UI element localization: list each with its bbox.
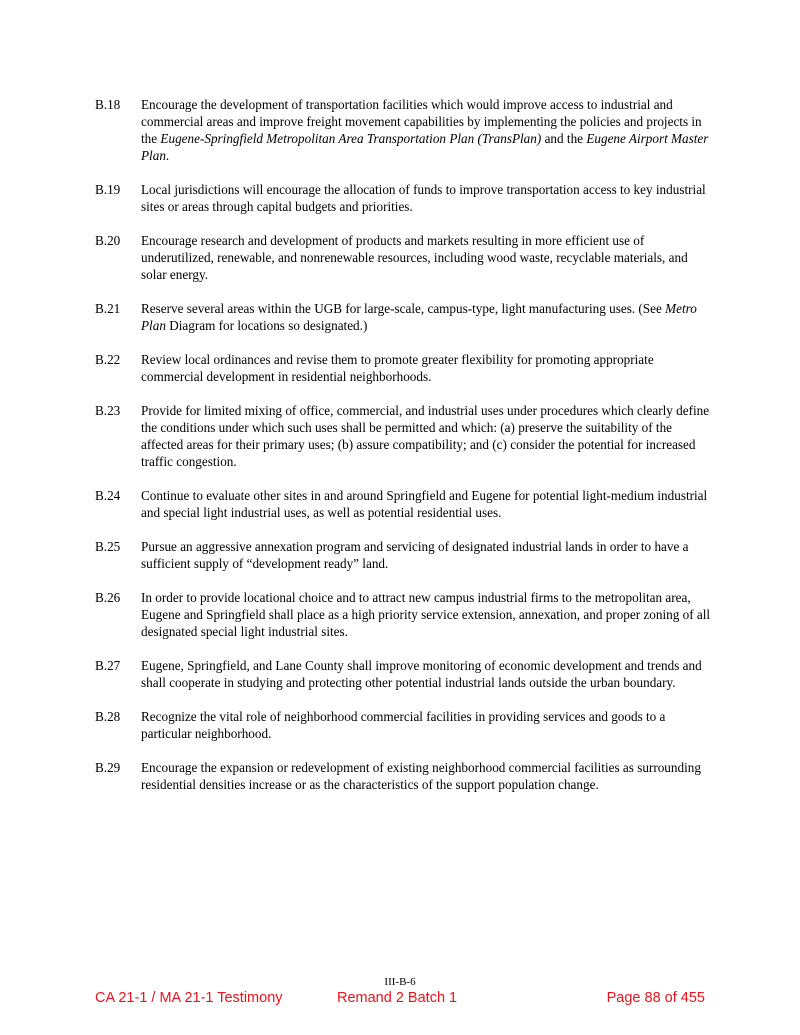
policy-text <box>141 232 715 283</box>
policy-number: B.29 <box>95 760 121 775</box>
policy-number: B.23 <box>95 403 121 418</box>
policy-text-segment: Encourage research and development of products and markets resulting in more efficient use of underutilized, renewable, and nonrenewable resources, including wood waste, recyclable materials, and solar energy. <box>141 233 688 282</box>
policy-item <box>95 402 715 470</box>
policy-text <box>141 402 715 470</box>
policy-item <box>95 708 715 742</box>
policy-item <box>95 232 715 283</box>
footer-left-text: CA 21-1 / MA 21-1 Testimony <box>95 990 283 1006</box>
policy-text <box>141 96 715 164</box>
policy-text <box>141 351 715 385</box>
policy-text-segment: Diagram for locations so designated.) <box>165 318 368 333</box>
policy-text <box>141 181 715 215</box>
policy-item <box>95 181 715 215</box>
policy-item <box>95 589 715 640</box>
policy-text <box>141 300 715 334</box>
policy-number: B.25 <box>95 539 121 554</box>
policy-text-segment: Local jurisdictions will encourage the allocation of funds to improve transportation access to key industrial sites or areas through capital budgets and priorities. <box>141 182 706 214</box>
footer-center-text: Remand 2 Batch 1 <box>337 990 458 1006</box>
page-number: III-B-6 <box>384 976 416 988</box>
policy-text <box>141 708 715 742</box>
policy-number: B.21 <box>95 301 121 316</box>
policy-text <box>141 538 715 572</box>
policy-text <box>141 759 715 793</box>
policy-number: B.20 <box>95 233 121 248</box>
footer-right-text: Page 88 of 455 <box>606 990 705 1006</box>
policy-text-segment: Eugene, Springfield, and Lane County shall improve monitoring of economic development and trends and shall cooperate in studying and protecting other potential industrial lands outside the urban boundary. <box>141 658 702 690</box>
policy-text-italic: Eugene-Springfield Metropolitan Area Transportation Plan (TransPlan) <box>160 131 542 146</box>
policy-text-segment: Encourage the expansion or redevelopment of existing neighborhood commercial facilities as surrounding residential densities increase or as the characteristics of the support population change. <box>141 760 701 792</box>
policy-text <box>141 657 715 691</box>
policy-text-segment: . <box>165 148 170 163</box>
policy-text-segment: Provide for limited mixing of office, commercial, and industrial uses under procedures which clearly define the conditions under which such uses shall be permitted and which: (a) preserve the suitability of the affected areas for their primary uses; (b) assure compatibility; and (c) consider the potential for increased traffic congestion. <box>141 403 710 469</box>
policy-list <box>95 96 715 810</box>
policy-item <box>95 538 715 572</box>
policy-text-segment: Continue to evaluate other sites in and around Springfield and Eugene for potential light-medium industrial and special light industrial uses, as well as potential residential uses. <box>141 488 708 520</box>
policy-text-segment: In order to provide locational choice and to attract new campus industrial firms to the metropolitan area, Eugene and Springfield shall place as a high priority service extension, annexation, and proper zoning of all designated special light industrial sites. <box>141 590 711 639</box>
policy-text <box>141 589 715 640</box>
policy-text-segment: Pursue an aggressive annexation program and servicing of designated industrial lands in order to have a sufficient supply of “development ready” land. <box>141 539 689 571</box>
policy-number: B.28 <box>95 709 121 724</box>
policy-text-segment: Encourage the development of transportation facilities which would improve access to industrial and commercial areas and improve freight movement capabilities by implementing the policies and projects in the <box>141 97 702 146</box>
policy-text-italic: Metro Plan <box>141 301 697 333</box>
policy-item <box>95 300 715 334</box>
policy-number: B.22 <box>95 352 121 367</box>
policy-item <box>95 759 715 793</box>
policy-number: B.24 <box>95 488 121 503</box>
policy-text-italic: Eugene Airport Master Plan <box>141 131 709 163</box>
footer-bar <box>0 990 800 1010</box>
policy-text-segment: Recognize the vital role of neighborhood commercial facilities in providing services and goods to a particular neighborhood. <box>141 709 666 741</box>
policy-item <box>95 351 715 385</box>
policy-text-segment: and the <box>541 131 587 146</box>
policy-item <box>95 487 715 521</box>
policy-number: B.26 <box>95 590 121 605</box>
policy-number: B.18 <box>95 97 121 112</box>
policy-number: B.19 <box>95 182 121 197</box>
policy-item <box>95 96 715 164</box>
policy-number: B.27 <box>95 658 121 673</box>
policy-text <box>141 487 715 521</box>
policy-text-segment: Review local ordinances and revise them to promote greater flexibility for promoting appropriate commercial development in residential neighborhoods. <box>141 352 654 384</box>
policy-item <box>95 657 715 691</box>
policy-text-segment: Reserve several areas within the UGB for large-scale, campus-type, light manufacturing uses. (See <box>141 301 666 316</box>
